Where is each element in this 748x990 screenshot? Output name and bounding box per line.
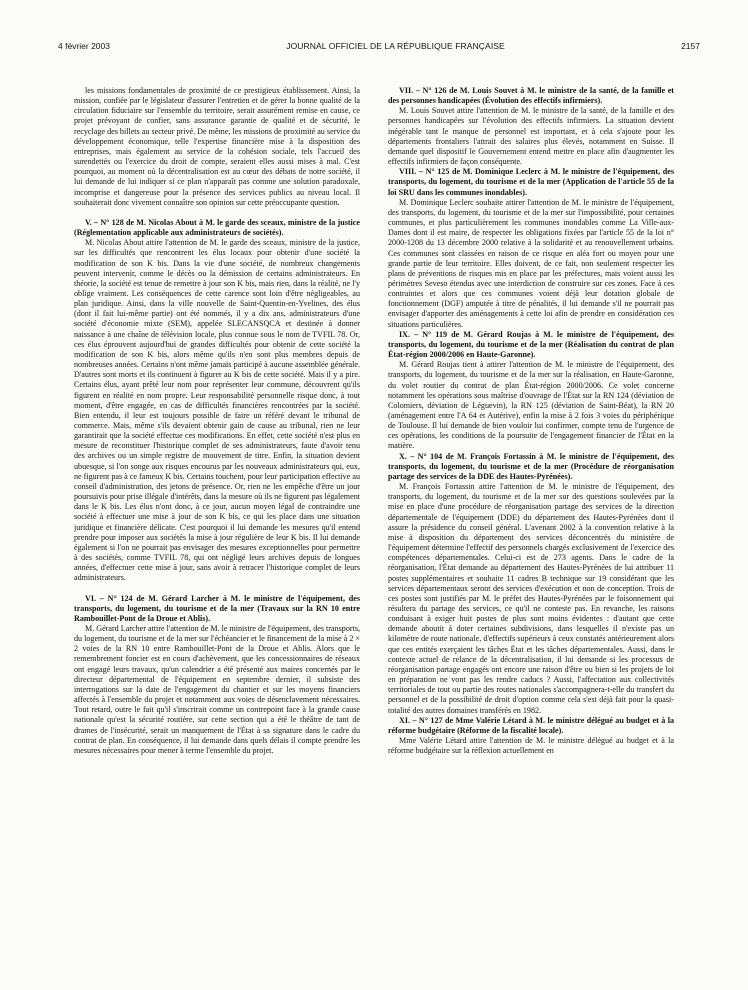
question-text-x: M. François Fortassin attire l'attention de M. le ministre de l'équipement, des transports, du logement, du tourisme et de la mer sur des questions soulevées par la mise en place d'une procédure de réorganisation partage des services de la direction départementale de l'équipement (DDE) du département des Hautes-Pyrénées dont il assure la présidence du conseil général. L'avenant 2002 à la convention relative à la mise à disposition du département des services déconcentrés du ministère de l'équipement détermine l'effectif des personnels chargés exclusivement de l'exercice des compétences départementales. Celui-ci est de 273 agents. Dans le cadre de la réorganisation, l'État demande au département des Hautes-Pyrénées de lui attribuer 11 postes supplémentaires et souhaite 11 cadres B technique sur 19 considérant que les services départementaux seront des services d'exécution et non de conception. Trois de ces postes sont justifiés par M. le préfet des Hautes-Pyrénées par le foisonnement qui résultera du partage des services, ce qu'il ne conteste pas. En revanche, les raisons conduisant à exiger huit postes de plus sont moins évidentes : d'autant que cette demande aboutit à doter certaines subdivisions, dans lesquelles il n'existe pas un kilomètre de route nationale, d'effectifs supérieurs à ceux constatés antérieurement alors que ces entités exerçaient les tâches État et les tâches départementales. Aussi, dans le contexte actuel de relance de la décentralisation, il lui demande si les processus de réorganisation partage engagés ont encore une raison d'être ou bien si les projets de loi en préparation ne vont pas les rendre caducs ? Aussi, l'affectation aux collectivités territoriales de tout ou partie des routes nationales s'accompagnera-t-elle du transfert du personnel et de la possibilité de droit d'option comme cela s'est déjà fait pour la quasi-totalité des autres domaines transférés en 1982. (388, 482, 674, 715)
question-heading-xi: XI. – N° 127 de Mme Valérie Létard à M. le ministre délégué au budget et à la réforme budgétaire (Réforme de la fiscalité locale). (388, 715, 674, 735)
header-date: 4 février 2003 (58, 41, 110, 51)
question-text-vii: M. Louis Souvet attire l'attention de M. le ministre de la santé, de la famille et des personnes handicapées sur l'évolution des effectifs infirmiers. La situation devient inégérable tant le manque de personnel est important, et à cela s'ajoute pour les départements frontaliers l'attrait des salaires plus élevés, notamment en Suisse. Il demande quel dispositif le Gouvernement entend mettre en place afin d'augmenter les effectifs infirmiers de façon conséquente. (388, 106, 674, 167)
question-heading-vi: VI. – N° 124 de M. Gérard Larcher à M. le ministre de l'équipement, des transports, du logement, du tourisme et de la mer (Travaux sur la RN 10 entre Rambouillet-Pont de la Droue et Ablis). (74, 593, 360, 623)
right-column (388, 86, 674, 986)
question-text-vi: M. Gérard Larcher attire l'attention de M. le ministre de l'équipement, des transports, du logement, du tourisme et de la mer sur l'échéancier et le financement de la mise à 2 × 2 voies de la RN 10 entre Rambouillet-Pont de la Droue et Ablis. Alors que le remembrement foncier est en cours d'achèvement, que les concessionnaires de réseaux ont engagé leurs travaux, qu'un calendrier a été présenté aux maires concernés par le directeur départemental de l'équipement en septembre dernier, il subsiste des interrogations sur la date de l'engagement du chantier et sur les moyens financiers affectés à l'ensemble du projet et notamment aux voies de désenclavement nécessaires. Tout retard, outre le fait qu'il s'inscrirait comme un contrepoint face à la grande cause nationale qu'est la sécurité routière, sur cette section qui a été le théâtre de tant de drames de l'insécurité, serait un manquement de l'État à sa signature dans le cadre du contrat de plan. En conséquence, il lui demande dans quels délais il compte prendre les mesures nécessaires pour mener à terme l'ensemble du projet. (74, 623, 360, 755)
page-header (58, 40, 700, 52)
question-heading-viii: VIII. – N° 125 de M. Dominique Leclerc à M. le ministre de l'équipement, des transports, du logement, du tourisme et de la mer (Application de l'article 55 de la loi SRU dans les communes inondables). (388, 167, 674, 197)
question-heading-ix: IX. – N° 119 de M. Gérard Roujas à M. le ministre de l'équipement, des transports, du logement, du tourisme et de la mer (Réalisation du contrat de plan État-région 2000/2006 en Haute-Garonne). (388, 329, 674, 360)
question-text-viii: M. Dominique Leclerc souhaite attirer l'attention de M. le ministre de l'équipement, des transports, du logement, du tourisme et de la mer sur l'impossibilité, pour certaines communes, et plus particulièrement les communes inondables comme La Ville-aux-Dames dont il est maire, de respecter les obligations fixées par l'article 55 de la loi n° 2000-1208 du 13 décembre 2000 relative à la solidarité et au renouvellement urbains. Ces communes sont classées en raison de ce risque en aléa fort ou moyen pour une grande partie de leur territoire. Elles doivent, de ce fait, non seulement respecter les plans de préventions de risques mis en place par les préfectures, mais voient aussi les périmètres Seveso étendus avec une interdiction de construire sur ces zones. Face à ces contraintes et alors que ces communes voient déjà leur dotation globale de fonctionnement (DGF) amputée à titre de pénalités, il lui demande s'il ne pourrait pas envisager d'apporter des aménagements à cette loi afin de prendre en considération ces situations particulières. (388, 197, 674, 329)
paragraph-continuation: les missions fondamentales de proximité de ce prestigieux établissement. Ainsi, la mission, confiée par le législateur d'assurer l'entretien et de gérer la bonne qualité de la circulation fiduciaire sur l'ensemble du territoire, serait assurément remise en cause, ce projet prévoyant de confier, sans assurance garantie de qualité et de sécurité, le recyclage des billets au secteur privé. De même, les missions de proximité au service du développement économique, telle l'expertise financière mise à la disposition des entreprises, mais également au service de la cohésion sociale, tels l'accueil des surendettés ou l'exercice du droit de compte, seraient elles aussi mises à mal. C'est pourquoi, au moment où la décentralisation est au cœur des débats de notre société, il lui demande de lui indiquer si ce plan n'apparaît pas comme une solution paradoxale, incomprise et dangereuse pour la présence des services publics au niveau local. Il souhaiterait donc vivement connaître son opinion sur cette préoccupante question. (74, 86, 360, 207)
question-text-ix: M. Gérard Roujas tient à attirer l'attention de M. le ministre de l'équipement, des transports, du logement, du tourisme et de la mer sur la réalisation, en Haute-Garonne, du volet routier du contrat de plan État-région 2000/2006. Ce volet concerne notamment les opérations sous maîtrise d'ouvrage de l'État sur la RN 124 (déviation de Colomiers, déviation de Léguevin), la RN 125 (déviation de Saint-Béat), la RN 20 (aménagement entre l'A 64 et Autérive), enfin la mise à 2 fois 3 voies du périphérique de Toulouse. Il lui demande de bien vouloir lui confirmer, compte tenu de l'urgence de ces opérations, les conditions de la poursuite de l'engagement financier de l'État en la matière. (388, 360, 674, 451)
question-heading-vii: VII. – N° 126 de M. Louis Souvet à M. le ministre de la santé, de la famille et des personnes handicapées (Évolution des effectifs infirmiers). (388, 86, 674, 106)
question-text-v: M. Nicolas About attire l'attention de M. le garde des sceaux, ministre de la justice, sur les difficultés que rencontrent les élus locaux pour obtenir d'une société la modification de son K bis. Dans la vie d'une société, de nombreux changements peuvent intervenir, comme le décès ou la démission de certains administrateurs. En théorie, la société est tenue de remettre à jour son K bis, mais rien, dans la réalité, ne l'y oblige vraiment. Les conséquences de cette carence sont loin d'être négligeables, au plan juridique. Ainsi, dans la ville nouvelle de Saint-Quentin-en-Yvelines, des élus (dont il fait lui-même partie) ont été nommés, il y a dix ans, administrateurs d'une société d'économie mixte (SEM), appelée SLECANSQCA et destinée à donner naissance à une chaîne de télévision locale, plus connue sous le nom de TVFIL 78. Or, ces élus éprouvent aujourd'hui de grandes difficultés pour obtenir de cette société la modification de son K bis, alors même qu'ils n'en sont plus membres depuis de nombreuses années. Certains n'ont même jamais participé à aucune assemblée générale. D'autres sont morts et ils continuent à figurer au K bis de cette société. Mais il y a pire. Certains élus, ayant prêté leur nom pour représenter leur commune, découvrent qu'ils figurent en réalité en nom propre. Leur responsabilité personnelle risque donc, à tout moment, d'être engagée, en cas de difficultés financières rencontrées par la société. Bien entendu, il leur est toujours possible de faire un référé devant le tribunal de commerce. Mais, même s'ils devaient obtenir gain de cause au tribunal, rien ne leur garantirait que la société effectue ces modifications. En effet, cette société n'est plus en mesure de reconstituer l'historique complet de ses administrateurs, faute d'avoir tenu des archives ou un simple registre de mouvement de titre. Enfin, la situation devient ubuesque, si l'on songe aux risques encourus par les nouveaux administrateurs qui, eux, ne figurent pas à ce fameux K bis. Certains touchent, pour leur participation effective au conseil d'administration, des jetons de présence. Or, rien ne les empêche d'être un jour poursuivis pour prise illégale d'intérêts, dans la mesure où ils ne figurent pas légalement dans le K bis. Les élus n'ont donc, à ce jour, aucun moyen légal de contraindre une société à effectuer une mise à jour de son K bis, ce qui les place dans une situation juridique et financière délicate. C'est pourquoi il lui demande les mesures qu'il entend prendre pour imposer aux sociétés la mise à jour régulière de leur K bis. Il lui demande également si l'on ne pourrait pas envisager des mesures exceptionnelles pour permettre à des sociétés, comme TVFIL 78, qui ont négligé leurs archives depuis de longues années, d'effectuer cette mise à jour, sans avoir à retracer l'historique complet de leurs administrateurs. (74, 238, 360, 583)
question-heading-x: X. – N° 104 de M. François Fortassin à M. le ministre de l'équipement, des transports, du logement, du tourisme et de la mer (Procédure de réorganisation partage des services de la DDE des Hautes-Pyrénées). (388, 451, 674, 481)
header-title: JOURNAL OFFICIEL DE LA RÉPUBLIQUE FRANÇAISE (286, 41, 505, 51)
header-page-number: 2157 (681, 41, 700, 51)
question-heading-v: V. – N° 128 de M. Nicolas About à M. le garde des sceaux, ministre de la justice (Réglementation applicable aux administrateurs de sociétés). (74, 217, 360, 238)
left-column (74, 86, 360, 986)
question-text-xi: Mme Valérie Létard attire l'attention de M. le ministre délégué au budget et à la réforme budgétaire sur la réflexion actuellement en (388, 736, 674, 756)
